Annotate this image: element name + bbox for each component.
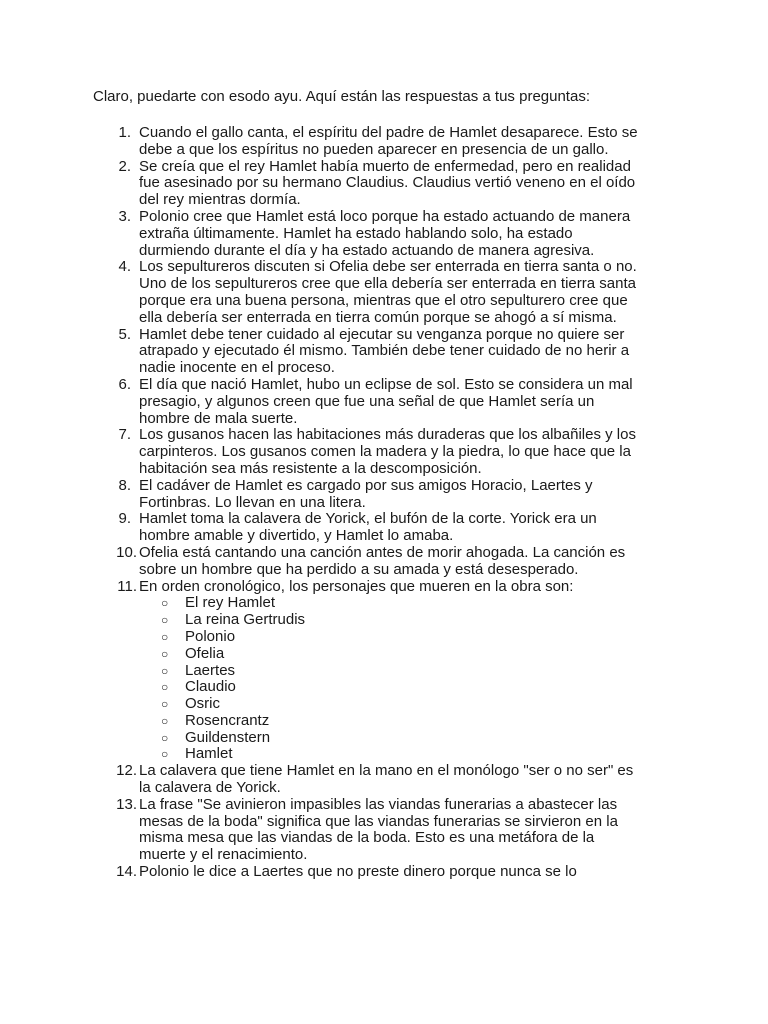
item-number: 2. [118,157,131,175]
circle-bullet-icon: ○ [161,697,169,712]
sublist-item-text: Polonio [185,627,236,645]
item-number: 1. [118,124,131,141]
circle-bullet-icon: ○ [161,713,169,728]
sublist-item [139,679,643,696]
item-text: Cuando el gallo canta, el espíritu del padre de Hamlet desaparece. Esto se debe a que los espíritus no pueden aparecer en presencia de un gallo. [139,124,638,158]
item-number: 6. [118,375,131,393]
circle-bullet-icon: ○ [161,646,169,661]
sublist-item-text: Laertes [185,661,236,679]
item-text: El cadáver de Hamlet es cargado por sus amigos Horacio, Laertes y Fortinbras. Lo llevan en una litera. [139,476,593,511]
sublist-item [139,713,643,730]
sublist-item-text: Hamlet [185,745,233,763]
sublist-item-text: Osric [185,695,220,713]
circle-bullet-icon: ○ [161,747,169,762]
sublist-item-text: Rosencrantz [185,711,270,729]
list-item [93,209,643,259]
sublist-item-text: La reina Gertrudis [185,611,306,629]
item-text: En orden cronológico, los personajes que mueren en la obra son: [139,577,574,595]
list-item [93,864,643,881]
item-text: Hamlet toma la calavera de Yorick, el bufón de la corte. Yorick era un hombre amable y divertido, y Hamlet lo amaba. [139,510,597,545]
item-number: 14. [116,863,137,881]
item-number: 9. [118,510,131,528]
item-number: 5. [118,325,131,343]
list-item [93,797,643,864]
list-item [93,579,643,764]
sublist-item [139,629,643,646]
list-item [93,327,643,377]
sublist-item-text: Claudio [185,678,236,696]
list-item [93,427,643,477]
sublist-item [139,663,643,680]
list-item [93,125,643,159]
sublist-item-text: Ofelia [185,644,225,662]
circle-bullet-icon: ○ [161,730,169,745]
sublist-item [139,612,643,629]
answers-list [93,125,643,881]
item-text: La frase "Se avinieron impasibles las viandas funerarias a abastecer las mesas de la boda" significa que las viandas funerarias se sirvieron en la misma mesa que las viandas de la boda. Esto es una metáfora de la muerte y el renacimiento. [139,795,618,864]
circle-bullet-icon: ○ [161,613,169,628]
item-number: 12. [116,762,137,780]
sublist-item-text: El rey Hamlet [185,594,276,612]
sublist-item-text: Guildenstern [185,728,271,746]
item-text: Se creía que el rey Hamlet había muerto de enfermedad, pero en realidad fue asesinado por su hermano Claudius. Claudius vertió veneno en el oído del rey mientras dormía. [139,157,636,209]
sublist-item [139,746,643,763]
item-text: Hamlet debe tener cuidado al ejecutar su venganza porque no quiere ser atrapado y ejecutado él mismo. También debe tener cuidado de no herir a nadie inocente en el proceso. [139,325,630,377]
item-text: Los sepultureros discuten si Ofelia debe ser enterrada en tierra santa o no. Uno de los sepultureros cree que ella debería ser enterrada en tierra santa porque era una buena persona, mientras que el otro sepulturero cree que ella debería ser enterrada en tierra común porque se ahogó a sí misma. [139,258,637,326]
sublist-item [139,595,643,612]
item-text: Ofelia está cantando una canción antes de morir ahogada. La canción es sobre un hombre que ha perdido a su amada y está desesperado. [139,543,626,578]
item-number: 7. [118,426,131,444]
item-text: La calavera que tiene Hamlet en la mano en el monólogo "ser o no ser" es la calavera de Yorick. [139,762,634,797]
item-number: 11. [117,577,137,595]
item-text: El día que nació Hamlet, hubo un eclipse de sol. Esto se considera un mal presagio, y algunos creen que fue una señal de que Hamlet sería un hombre de mala suerte. [139,375,633,427]
item-text: Polonio le dice a Laertes que no preste dinero porque nunca se lo [139,863,577,881]
list-item [93,377,643,427]
sublist-item [139,730,643,747]
intro-paragraph: Claro, puedarte con esodo ayu. Aquí están las respuestas a tus preguntas: [93,88,590,105]
list-item [93,259,643,326]
item-number: 13. [116,795,137,813]
item-text: Polonio cree que Hamlet está loco porque ha estado actuando de manera extraña últimamente. Hamlet ha estado hablando solo, ha estado durmiendo durante el día y ha estado actuando de manera agresiva. [139,207,631,259]
sublist-item [139,646,643,663]
list-item [93,763,643,797]
list-item [93,159,643,209]
circle-bullet-icon: ○ [161,629,169,644]
item-number: 10. [116,543,137,561]
list-item [93,545,643,579]
item-number: 3. [118,207,131,225]
item-number: 4. [118,258,131,276]
characters-sublist [139,595,643,763]
circle-bullet-icon: ○ [161,663,169,678]
sublist-item [139,696,643,713]
item-text: Los gusanos hacen las habitaciones más duraderas que los albañiles y los carpinteros. Los gusanos comen la madera y la piedra, lo que hace que la habitación sea más resistente a la descomposición. [139,426,636,477]
list-item [93,511,643,545]
list-item [93,478,643,512]
item-number: 8. [118,476,131,494]
circle-bullet-icon: ○ [161,680,169,695]
circle-bullet-icon: ○ [161,596,169,611]
